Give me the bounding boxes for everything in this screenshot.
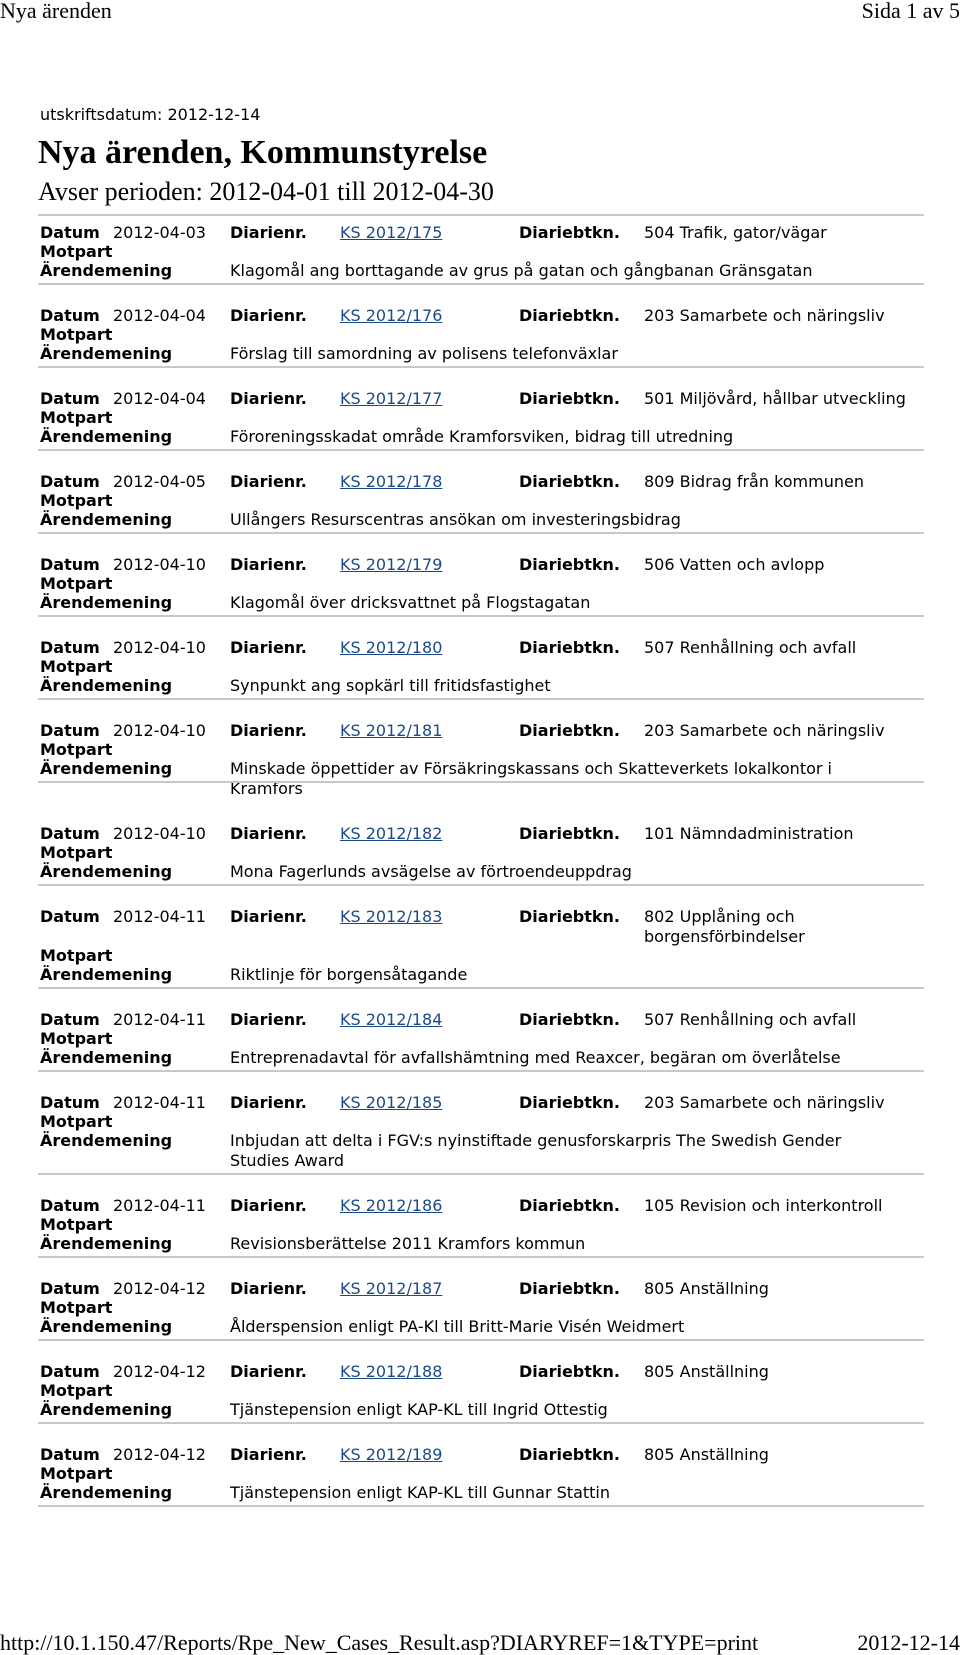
record-divider — [38, 884, 924, 886]
diarienr-label: Diarienr. — [230, 1093, 307, 1112]
diarienr-label: Diarienr. — [230, 1445, 307, 1464]
diarienr-label: Diarienr. — [230, 389, 307, 408]
datum-value: 2012-04-11 — [113, 1093, 206, 1112]
arendemening-value: Tjänstepension enligt KAP-KL till Gunnar Stattin — [230, 1483, 611, 1502]
datum-value: 2012-04-12 — [113, 1362, 206, 1381]
record-divider — [38, 449, 924, 451]
datum-label: Datum — [40, 1362, 100, 1381]
diariebtkn-value: 203 Samarbete och näringsliv — [644, 306, 885, 325]
diarienr-link[interactable]: KS 2012/179 — [340, 555, 443, 574]
diariebtkn-value: 203 Samarbete och näringsliv — [644, 721, 885, 740]
diarienr-link[interactable]: KS 2012/182 — [340, 824, 443, 843]
datum-value: 2012-04-11 — [113, 1196, 206, 1215]
page-url: http://10.1.150.47/Reports/Rpe_New_Cases_Result.asp?DIARYREF=1&TYPE=print — [0, 1630, 759, 1655]
arendemening-value: Förslag till samordning av polisens telefonväxlar — [230, 344, 618, 363]
datum-label: Datum — [40, 824, 100, 843]
datum-label: Datum — [40, 907, 100, 926]
diarienr-label: Diarienr. — [230, 721, 307, 740]
datum-value: 2012-04-10 — [113, 638, 206, 657]
diarienr-link[interactable]: KS 2012/178 — [340, 472, 443, 491]
motpart-label: Motpart — [40, 1112, 113, 1131]
record-divider — [38, 1422, 924, 1424]
record-divider — [38, 781, 924, 783]
arendemening-label: Ärendemening — [40, 676, 173, 695]
footer-date: 2012-12-14 — [857, 1630, 960, 1655]
motpart-label: Motpart — [40, 1381, 113, 1400]
datum-label: Datum — [40, 1196, 100, 1215]
diarienr-label: Diarienr. — [230, 306, 307, 325]
diariebtkn-value: 805 Anställning — [644, 1279, 769, 1298]
record-divider — [38, 532, 924, 534]
arendemening-value: Klagomål ang borttagande av grus på gatan och gångbanan Gränsgatan — [230, 261, 813, 280]
arendemening-value: Mona Fagerlunds avsägelse av förtroendeuppdrag — [230, 862, 632, 881]
record-divider — [38, 698, 924, 700]
diarienr-label: Diarienr. — [230, 223, 307, 242]
diariebtkn-value: 105 Revision och interkontroll — [644, 1196, 883, 1215]
datum-label: Datum — [40, 223, 100, 242]
motpart-label: Motpart — [40, 574, 113, 593]
datum-value: 2012-04-05 — [113, 472, 206, 491]
datum-value: 2012-04-10 — [113, 721, 206, 740]
arendemening-value: Revisionsberättelse 2011 Kramfors kommun — [230, 1234, 586, 1253]
arendemening-label: Ärendemening — [40, 1131, 173, 1150]
record-divider — [38, 1505, 924, 1507]
diarienr-label: Diarienr. — [230, 907, 307, 926]
diarienr-link[interactable]: KS 2012/177 — [340, 389, 443, 408]
diarienr-label: Diarienr. — [230, 472, 307, 491]
diarienr-label: Diarienr. — [230, 1362, 307, 1381]
diarienr-label: Diarienr. — [230, 1196, 307, 1215]
motpart-label: Motpart — [40, 1215, 113, 1234]
diariebtkn-value: 802 Upplåning och borgensförbindelser — [644, 907, 805, 946]
datum-label: Datum — [40, 1279, 100, 1298]
diarienr-label: Diarienr. — [230, 638, 307, 657]
motpart-label: Motpart — [40, 242, 113, 261]
record-divider — [38, 987, 924, 989]
datum-value: 2012-04-10 — [113, 555, 206, 574]
datum-label: Datum — [40, 721, 100, 740]
arendemening-label: Ärendemening — [40, 1234, 173, 1253]
datum-label: Datum — [40, 555, 100, 574]
diariebtkn-label: Diariebtkn. — [519, 1010, 620, 1029]
datum-label: Datum — [40, 472, 100, 491]
datum-value: 2012-04-12 — [113, 1445, 206, 1464]
diarienr-link[interactable]: KS 2012/188 — [340, 1362, 443, 1381]
motpart-label: Motpart — [40, 1298, 113, 1317]
arendemening-label: Ärendemening — [40, 759, 173, 778]
motpart-label: Motpart — [40, 325, 113, 344]
diariebtkn-value: 506 Vatten och avlopp — [644, 555, 825, 574]
motpart-label: Motpart — [40, 740, 113, 759]
arendemening-label: Ärendemening — [40, 862, 173, 881]
arendemening-value: Entreprenadavtal för avfallshämtning med Reaxcer, begäran om överlåtelse — [230, 1048, 841, 1067]
datum-label: Datum — [40, 306, 100, 325]
diariebtkn-label: Diariebtkn. — [519, 824, 620, 843]
motpart-label: Motpart — [40, 408, 113, 427]
diariebtkn-value: 805 Anställning — [644, 1445, 769, 1464]
diarienr-label: Diarienr. — [230, 555, 307, 574]
arendemening-value: Riktlinje för borgensåtagande — [230, 965, 468, 984]
diarienr-link[interactable]: KS 2012/176 — [340, 306, 443, 325]
datum-value: 2012-04-12 — [113, 1279, 206, 1298]
arendemening-value: Klagomål över dricksvattnet på Flogstagatan — [230, 593, 591, 612]
arendemening-label: Ärendemening — [40, 1400, 173, 1419]
motpart-label: Motpart — [40, 946, 113, 965]
motpart-label: Motpart — [40, 1029, 113, 1048]
diariebtkn-label: Diariebtkn. — [519, 1362, 620, 1381]
datum-value: 2012-04-11 — [113, 907, 206, 926]
diariebtkn-label: Diariebtkn. — [519, 1093, 620, 1112]
diariebtkn-label: Diariebtkn. — [519, 1196, 620, 1215]
record-divider — [38, 1256, 924, 1258]
arendemening-label: Ärendemening — [40, 427, 173, 446]
record-divider — [38, 1339, 924, 1341]
diariebtkn-label: Diariebtkn. — [519, 223, 620, 242]
diariebtkn-label: Diariebtkn. — [519, 1445, 620, 1464]
diarienr-label: Diarienr. — [230, 1010, 307, 1029]
datum-value: 2012-04-04 — [113, 389, 206, 408]
datum-label: Datum — [40, 1010, 100, 1029]
diarienr-label: Diarienr. — [230, 1279, 307, 1298]
page-number: Sida 1 av 5 — [861, 0, 960, 23]
motpart-label: Motpart — [40, 843, 113, 862]
record-divider — [38, 1173, 924, 1175]
datum-label: Datum — [40, 638, 100, 657]
arendemening-value: Tjänstepension enligt KAP-KL till Ingrid Ottestig — [230, 1400, 608, 1419]
record-divider — [38, 366, 924, 368]
arendemening-label: Ärendemening — [40, 593, 173, 612]
diarienr-link[interactable]: KS 2012/175 — [340, 223, 443, 242]
diarienr-label: Diarienr. — [230, 824, 307, 843]
diariebtkn-value: 507 Renhållning och avfall — [644, 1010, 857, 1029]
arendemening-label: Ärendemening — [40, 344, 173, 363]
diariebtkn-value: 101 Nämndadministration — [644, 824, 854, 843]
diariebtkn-value: 507 Renhållning och avfall — [644, 638, 857, 657]
motpart-label: Motpart — [40, 491, 113, 510]
diariebtkn-value: 504 Trafik, gator/vägar — [644, 223, 827, 242]
arendemening-label: Ärendemening — [40, 261, 173, 280]
diariebtkn-value: 805 Anställning — [644, 1362, 769, 1381]
datum-value: 2012-04-10 — [113, 824, 206, 843]
page-header-title: Nya ärenden — [0, 0, 112, 23]
document-period: Avser perioden: 2012-04-01 till 2012-04-30 — [38, 177, 494, 206]
datum-value: 2012-04-11 — [113, 1010, 206, 1029]
arendemening-value: Föroreningsskadat område Kramforsviken, bidrag till utredning — [230, 427, 734, 446]
diariebtkn-label: Diariebtkn. — [519, 638, 620, 657]
arendemening-value: Synpunkt ang sopkärl till fritidsfastighet — [230, 676, 551, 695]
diarienr-link[interactable]: KS 2012/186 — [340, 1196, 443, 1215]
arendemening-value: Minskade öppettider av Försäkringskassans och Skatteverkets lokalkontor i Kramfors — [230, 759, 832, 798]
document-title: Nya ärenden, Kommunstyrelse — [38, 134, 488, 171]
diarienr-link[interactable]: KS 2012/180 — [340, 638, 443, 657]
record-divider — [38, 1070, 924, 1072]
diariebtkn-label: Diariebtkn. — [519, 306, 620, 325]
arendemening-label: Ärendemening — [40, 1048, 173, 1067]
diarienr-link[interactable]: KS 2012/189 — [340, 1445, 443, 1464]
motpart-label: Motpart — [40, 1464, 113, 1483]
print-date: utskriftsdatum: 2012-12-14 — [40, 105, 261, 124]
diarienr-link[interactable]: KS 2012/184 — [340, 1010, 443, 1029]
diariebtkn-label: Diariebtkn. — [519, 1279, 620, 1298]
datum-label: Datum — [40, 1445, 100, 1464]
arendemening-label: Ärendemening — [40, 1317, 173, 1336]
arendemening-label: Ärendemening — [40, 1483, 173, 1502]
arendemening-value: Ålderspension enligt PA-Kl till Britt-Marie Visén Weidmert — [230, 1317, 685, 1336]
arendemening-label: Ärendemening — [40, 965, 173, 984]
datum-label: Datum — [40, 389, 100, 408]
diarienr-link[interactable]: KS 2012/185 — [340, 1093, 443, 1112]
arendemening-value: Inbjudan att delta i FGV:s nyinstiftade genusforskarpris The Swedish Gender Studies Award — [230, 1131, 842, 1170]
diariebtkn-label: Diariebtkn. — [519, 907, 620, 926]
datum-label: Datum — [40, 1093, 100, 1112]
diariebtkn-value: 809 Bidrag från kommunen — [644, 472, 864, 491]
diarienr-link[interactable]: KS 2012/187 — [340, 1279, 443, 1298]
diariebtkn-label: Diariebtkn. — [519, 721, 620, 740]
datum-value: 2012-04-03 — [113, 223, 206, 242]
diarienr-link[interactable]: KS 2012/183 — [340, 907, 443, 926]
arendemening-value: Ullångers Resurscentras ansökan om investeringsbidrag — [230, 510, 681, 529]
record-divider — [38, 615, 924, 617]
diariebtkn-label: Diariebtkn. — [519, 555, 620, 574]
diarienr-link[interactable]: KS 2012/181 — [340, 721, 443, 740]
motpart-label: Motpart — [40, 657, 113, 676]
diariebtkn-value: 203 Samarbete och näringsliv — [644, 1093, 885, 1112]
diariebtkn-label: Diariebtkn. — [519, 389, 620, 408]
diariebtkn-label: Diariebtkn. — [519, 472, 620, 491]
diariebtkn-value: 501 Miljövård, hållbar utveckling — [644, 389, 906, 408]
datum-value: 2012-04-04 — [113, 306, 206, 325]
arendemening-label: Ärendemening — [40, 510, 173, 529]
record-divider — [38, 283, 924, 285]
